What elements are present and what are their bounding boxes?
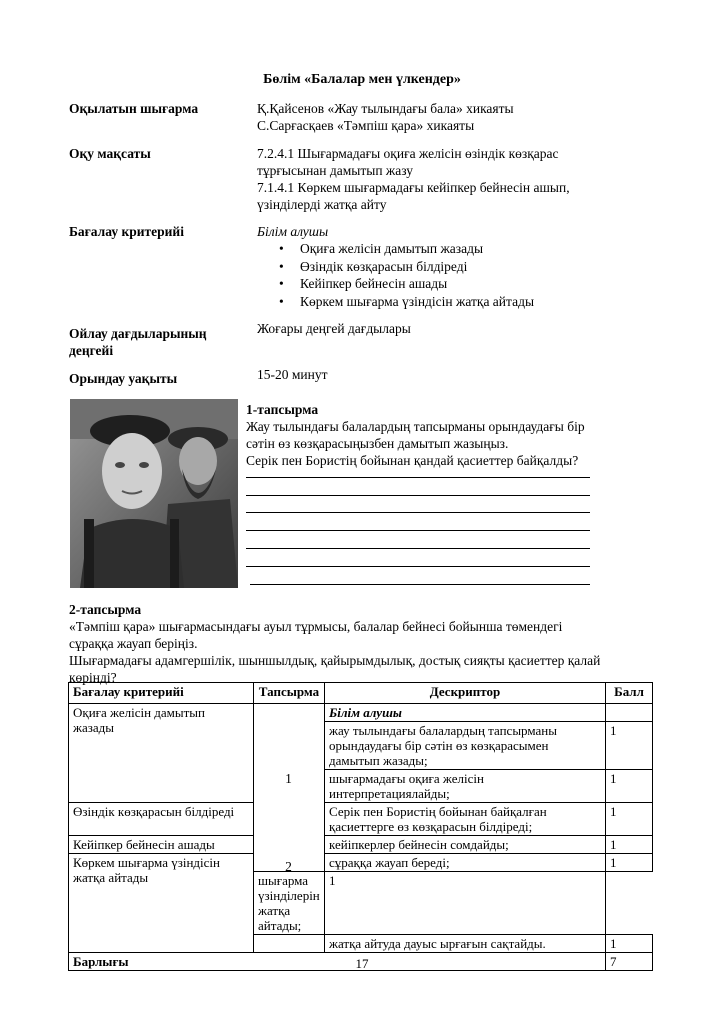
work-1: Қ.Қайсенов «Жау тылындағы бала» хикаяты [257, 101, 514, 116]
task1-block [246, 401, 650, 469]
thinking-value: Жоғары деңгей дағдылары [257, 321, 411, 336]
time-label: Орындау уақыты [69, 371, 178, 386]
points-cell: 1 [325, 872, 606, 935]
works-value [257, 100, 657, 134]
page-number: 17 [355, 956, 369, 971]
descriptor-cell: жатқа айтуда дауыс ырғағын сақтайды. [325, 935, 606, 953]
answer-line[interactable] [246, 549, 590, 567]
table-header-row [69, 683, 653, 704]
criteria-value [257, 223, 657, 311]
works-label: Оқылатын шығарма [69, 101, 199, 116]
header-points: Балл [606, 683, 653, 704]
goal-line: үзінділерді жатқа айту [257, 197, 387, 212]
rubric-table [68, 682, 653, 971]
points-cell: 1 [606, 854, 653, 872]
thinking-label [69, 325, 207, 359]
points-cell: 1 [606, 803, 653, 836]
total-points: 7 [606, 953, 653, 971]
answer-line[interactable] [246, 513, 590, 531]
criteria-cell: Кейіпкер бейнесін ашады [69, 836, 254, 854]
points-cell: 1 [606, 770, 653, 803]
task-number-1: 1 [285, 771, 292, 786]
task1-line: Серік пен Бористің бойынан қандай қасиеттер байқалды? [246, 453, 579, 468]
points-cell: 1 [606, 722, 653, 770]
empty-points [606, 704, 653, 722]
criteria-label: Бағалау критерийі [69, 224, 184, 239]
goal-line: 7.1.4.1 Көркем шығармадағы кейіпкер бейнесін ашып, [257, 180, 570, 195]
goal-value [257, 145, 657, 213]
answer-line[interactable] [246, 478, 590, 496]
table-row [69, 854, 653, 872]
work-2: С.Сарғасқаев «Тәмпіш қара» хикаяты [257, 118, 475, 133]
criteria-item: • Оқиға желісін дамытып жазады [300, 240, 657, 258]
criteria-item: • Кейіпкер бейнесін ашады [300, 275, 657, 293]
total-label: Барлығы [69, 953, 606, 971]
thinking-label-line: Ойлау дағдыларының [69, 326, 207, 341]
learner-label: Білім алушы [257, 224, 329, 239]
descriptor-cell: шығармадағы оқиға желісін интерпретациялайды; [325, 770, 606, 803]
header-descriptor: Дескриптор [325, 683, 606, 704]
task1-line: Жау тылындағы балалардың тапсырманы орындаудағы бір [246, 419, 585, 434]
answer-line[interactable] [246, 460, 590, 478]
criteria-cell: Көркем шығарма үзіндісін жатқа айтады [69, 854, 254, 953]
learner-cell: Білім алушы [325, 704, 606, 722]
table-row [69, 704, 653, 722]
descriptor-cell: сұраққа жауап береді; [325, 854, 606, 872]
table-row [69, 803, 653, 836]
points-cell: 1 [606, 836, 653, 854]
task2-line: көрінді? [69, 670, 117, 685]
answer-line[interactable] [250, 567, 590, 585]
answer-line[interactable] [246, 496, 590, 514]
task1-title: 1-тапсырма [246, 402, 319, 417]
task2-block [69, 601, 649, 686]
task2-line: сұраққа жауап беріңіз. [69, 636, 198, 651]
goal-label: Оқу мақсаты [69, 146, 151, 161]
thinking-label-line: деңгейі [69, 343, 114, 358]
task2-line: «Тәмпіш қара» шығармасындағы ауыл тұрмысы, балалар бейнесі бойынша төмендегі [69, 619, 563, 634]
time-value: 15-20 минут [257, 367, 328, 382]
task-cell-group [254, 704, 325, 872]
answer-line[interactable] [246, 531, 590, 549]
header-task: Тапсырма [254, 683, 325, 704]
descriptor-cell: жау тылындағы балалардың тапсырманы орындаудағы бір сәтін өз көзқарасымен дамытып жазады; [325, 722, 606, 770]
table-row [69, 836, 653, 854]
task2-title: 2-тапсырма [69, 602, 142, 617]
task1-line: сәтін өз көзқарасыңызбен дамытып жазыңыз. [246, 436, 509, 451]
points-cell: 1 [606, 935, 653, 953]
criteria-item: • Көркем шығарма үзіндісін жатқа айтады [300, 293, 657, 311]
criteria-list [257, 240, 657, 311]
header-criteria: Бағалау критерийі [69, 683, 254, 704]
answer-lines[interactable] [246, 460, 590, 585]
task2-line: Шығармадағы адамгершілік, шыншылдық, қайырымдылық, достық сияқты қасиеттер қалай [69, 653, 601, 668]
criteria-cell: Өзіндік көзқарасын білдіреді [69, 803, 254, 836]
section-title: Бөлім «Балалар мен үлкендер» [263, 72, 461, 87]
goal-line: тұрғысынан дамытып жазу [257, 163, 414, 178]
descriptor-cell: Серік пен Бористің бойынан байқалған қасиеттерге өз көзқарасын білдіреді; [325, 803, 606, 836]
photo-illustration [70, 399, 238, 588]
historical-photo [70, 399, 238, 588]
task-number-2: 2 [285, 859, 292, 874]
descriptor-cell: кейіпкерлер бейнесін сомдайды; [325, 836, 606, 854]
goal-line: 7.2.4.1 Шығармадағы оқиға желісін өзіндік көзқарас [257, 146, 559, 161]
criteria-cell: Оқиға желісін дамытып жазады [69, 704, 254, 803]
criteria-item: • Өзіндік көзқарасын білдіреді [300, 258, 657, 276]
task-cell-blank [254, 935, 325, 953]
descriptor-cell: шығарма үзінділерін жатқа айтады; [254, 872, 325, 935]
